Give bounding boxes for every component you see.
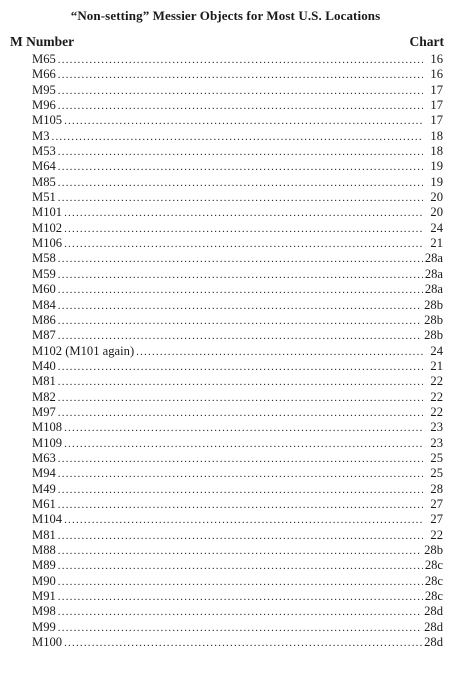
dot-leader xyxy=(64,636,422,651)
list-item xyxy=(32,451,443,466)
list-item xyxy=(32,466,443,481)
list-item xyxy=(32,574,443,589)
column-headers xyxy=(10,34,444,50)
messier-number: M82 xyxy=(32,389,56,404)
messier-number: M109 xyxy=(32,435,63,450)
dot-leader xyxy=(58,99,423,114)
list-item xyxy=(32,436,443,451)
dot-leader xyxy=(58,268,423,283)
list-item xyxy=(32,52,443,67)
chart-number: 28c xyxy=(424,573,443,588)
messier-number: M108 xyxy=(32,420,63,435)
dot-leader xyxy=(58,160,423,175)
chart-number: 28c xyxy=(424,589,443,604)
list-item xyxy=(32,390,443,405)
dot-leader xyxy=(64,237,423,252)
chart-number: 21 xyxy=(430,358,443,373)
list-item xyxy=(32,620,443,635)
chart-number: 28d xyxy=(424,619,443,634)
dot-leader xyxy=(58,314,422,329)
chart-number: 25 xyxy=(430,466,443,481)
messier-object-list xyxy=(32,52,443,650)
chart-number: 28a xyxy=(424,266,443,281)
dot-leader xyxy=(64,114,423,129)
messier-number: M40 xyxy=(32,358,56,373)
chart-number: 28b xyxy=(424,328,443,343)
dot-leader xyxy=(58,191,423,206)
dot-leader xyxy=(58,529,423,544)
messier-number: M3 xyxy=(32,128,50,143)
list-item xyxy=(32,251,443,266)
list-item xyxy=(32,83,443,98)
chart-number: 21 xyxy=(430,236,443,251)
chart-number: 19 xyxy=(430,159,443,174)
messier-number: M97 xyxy=(32,404,56,419)
list-item xyxy=(32,528,443,543)
messier-number: M91 xyxy=(32,589,56,604)
chart-number: 18 xyxy=(430,144,443,159)
list-item xyxy=(32,482,443,497)
dot-leader xyxy=(58,605,422,620)
chart-number: 28a xyxy=(424,282,443,297)
dot-leader xyxy=(58,575,423,590)
messier-number: M105 xyxy=(32,113,63,128)
messier-number: M53 xyxy=(32,144,56,159)
messier-number: M99 xyxy=(32,619,56,634)
list-item xyxy=(32,604,443,619)
messier-number: M60 xyxy=(32,282,56,297)
messier-number: M106 xyxy=(32,236,63,251)
chart-number: 17 xyxy=(430,113,443,128)
messier-number: M87 xyxy=(32,328,56,343)
list-item xyxy=(32,359,443,374)
chart-number: 19 xyxy=(430,174,443,189)
chart-number: 24 xyxy=(430,220,443,235)
list-item xyxy=(32,298,443,313)
dot-leader xyxy=(58,544,422,559)
chart-number: 28 xyxy=(430,481,443,496)
list-item xyxy=(32,543,443,558)
list-item xyxy=(32,635,443,650)
dot-leader xyxy=(58,252,423,267)
messier-number: M100 xyxy=(32,635,63,650)
page-title: “Non-setting” Messier Objects for Most U.S. Locations xyxy=(70,8,381,23)
list-item xyxy=(32,420,443,435)
messier-number: M86 xyxy=(32,312,56,327)
dot-leader xyxy=(58,299,422,314)
messier-number: M81 xyxy=(32,374,56,389)
chart-number: 22 xyxy=(430,527,443,542)
messier-number: M98 xyxy=(32,604,56,619)
messier-number: M59 xyxy=(32,266,56,281)
messier-number: M88 xyxy=(32,543,56,557)
messier-number: M95 xyxy=(32,82,56,97)
chart-number: 18 xyxy=(430,128,443,143)
list-item xyxy=(32,328,443,343)
list-item xyxy=(32,558,443,573)
chart-number: 27 xyxy=(430,496,443,511)
messier-number: M64 xyxy=(32,159,56,174)
dot-leader xyxy=(58,145,423,160)
messier-number: M61 xyxy=(32,496,56,511)
messier-number: M94 xyxy=(32,466,56,481)
chart-number: 28c xyxy=(424,558,443,573)
list-item xyxy=(32,313,443,328)
list-item xyxy=(32,282,443,297)
chart-number: 28b xyxy=(424,543,443,557)
messier-number: M66 xyxy=(32,67,56,82)
list-item xyxy=(32,205,443,220)
messier-number: M101 xyxy=(32,205,63,220)
dot-leader xyxy=(64,437,423,452)
list-item xyxy=(32,267,443,282)
dot-leader xyxy=(58,68,423,83)
list-item xyxy=(32,144,443,159)
list-item xyxy=(32,98,443,113)
list-item xyxy=(32,374,443,389)
chart-number: 22 xyxy=(430,374,443,389)
messier-number: M96 xyxy=(32,98,56,113)
list-item xyxy=(32,113,443,128)
chart-number: 28b xyxy=(424,297,443,312)
chart-number: 20 xyxy=(430,205,443,220)
dot-leader xyxy=(58,467,423,482)
chart-number: 17 xyxy=(430,98,443,113)
list-item xyxy=(32,129,443,144)
messier-number: M104 xyxy=(32,512,63,527)
dot-leader xyxy=(64,421,423,436)
chart-number: 28d xyxy=(424,635,443,650)
m-number-header: M Number xyxy=(10,34,75,49)
list-item xyxy=(32,512,443,527)
chart-number: 25 xyxy=(430,450,443,465)
list-item xyxy=(32,344,443,359)
chart-number: 27 xyxy=(430,512,443,527)
chart-number: 28d xyxy=(424,604,443,619)
dot-leader xyxy=(58,498,423,513)
chart-header: Chart xyxy=(409,34,444,49)
dot-leader xyxy=(64,206,423,221)
messier-number: M58 xyxy=(32,251,56,266)
dot-leader xyxy=(58,375,423,390)
dot-leader xyxy=(58,391,423,406)
dot-leader xyxy=(58,406,423,421)
chart-number: 17 xyxy=(430,82,443,97)
chart-number: 28b xyxy=(424,312,443,327)
dot-leader xyxy=(52,130,424,145)
messier-number: M81 xyxy=(32,527,56,542)
messier-number: M51 xyxy=(32,190,56,205)
dot-leader xyxy=(58,452,423,467)
list-item xyxy=(32,221,443,236)
messier-number: M89 xyxy=(32,558,56,573)
messier-number: M65 xyxy=(32,52,56,66)
list-item xyxy=(32,190,443,205)
list-item xyxy=(32,67,443,82)
dot-leader xyxy=(58,621,422,636)
list-item xyxy=(32,589,443,604)
list-item xyxy=(32,405,443,420)
dot-leader xyxy=(58,176,423,191)
chart-number: 28a xyxy=(424,251,443,266)
dot-leader xyxy=(58,283,423,298)
dot-leader xyxy=(58,84,423,99)
messier-number: M84 xyxy=(32,297,56,312)
dot-leader xyxy=(58,559,423,574)
chart-number: 16 xyxy=(430,67,443,82)
dot-leader xyxy=(58,360,423,375)
messier-number: M102 (M101 again) xyxy=(32,343,135,358)
chart-number: 16 xyxy=(430,52,443,66)
messier-number: M49 xyxy=(32,481,56,496)
dot-leader xyxy=(58,53,423,68)
dot-leader xyxy=(64,513,423,528)
chart-number: 22 xyxy=(430,404,443,419)
dot-leader xyxy=(58,483,423,498)
list-item xyxy=(32,175,443,190)
chart-number: 23 xyxy=(430,420,443,435)
list-item xyxy=(32,159,443,174)
messier-number: M102 xyxy=(32,220,63,235)
list-item xyxy=(32,236,443,251)
chart-number: 23 xyxy=(430,435,443,450)
list-item xyxy=(32,497,443,512)
chart-number: 20 xyxy=(430,190,443,205)
dot-leader xyxy=(58,590,423,605)
dot-leader xyxy=(136,345,423,360)
dot-leader xyxy=(58,329,422,344)
chart-number: 22 xyxy=(430,389,443,404)
messier-number: M63 xyxy=(32,450,56,465)
dot-leader xyxy=(64,222,423,237)
messier-number: M85 xyxy=(32,174,56,189)
chart-number: 24 xyxy=(430,343,443,358)
messier-number: M90 xyxy=(32,573,56,588)
